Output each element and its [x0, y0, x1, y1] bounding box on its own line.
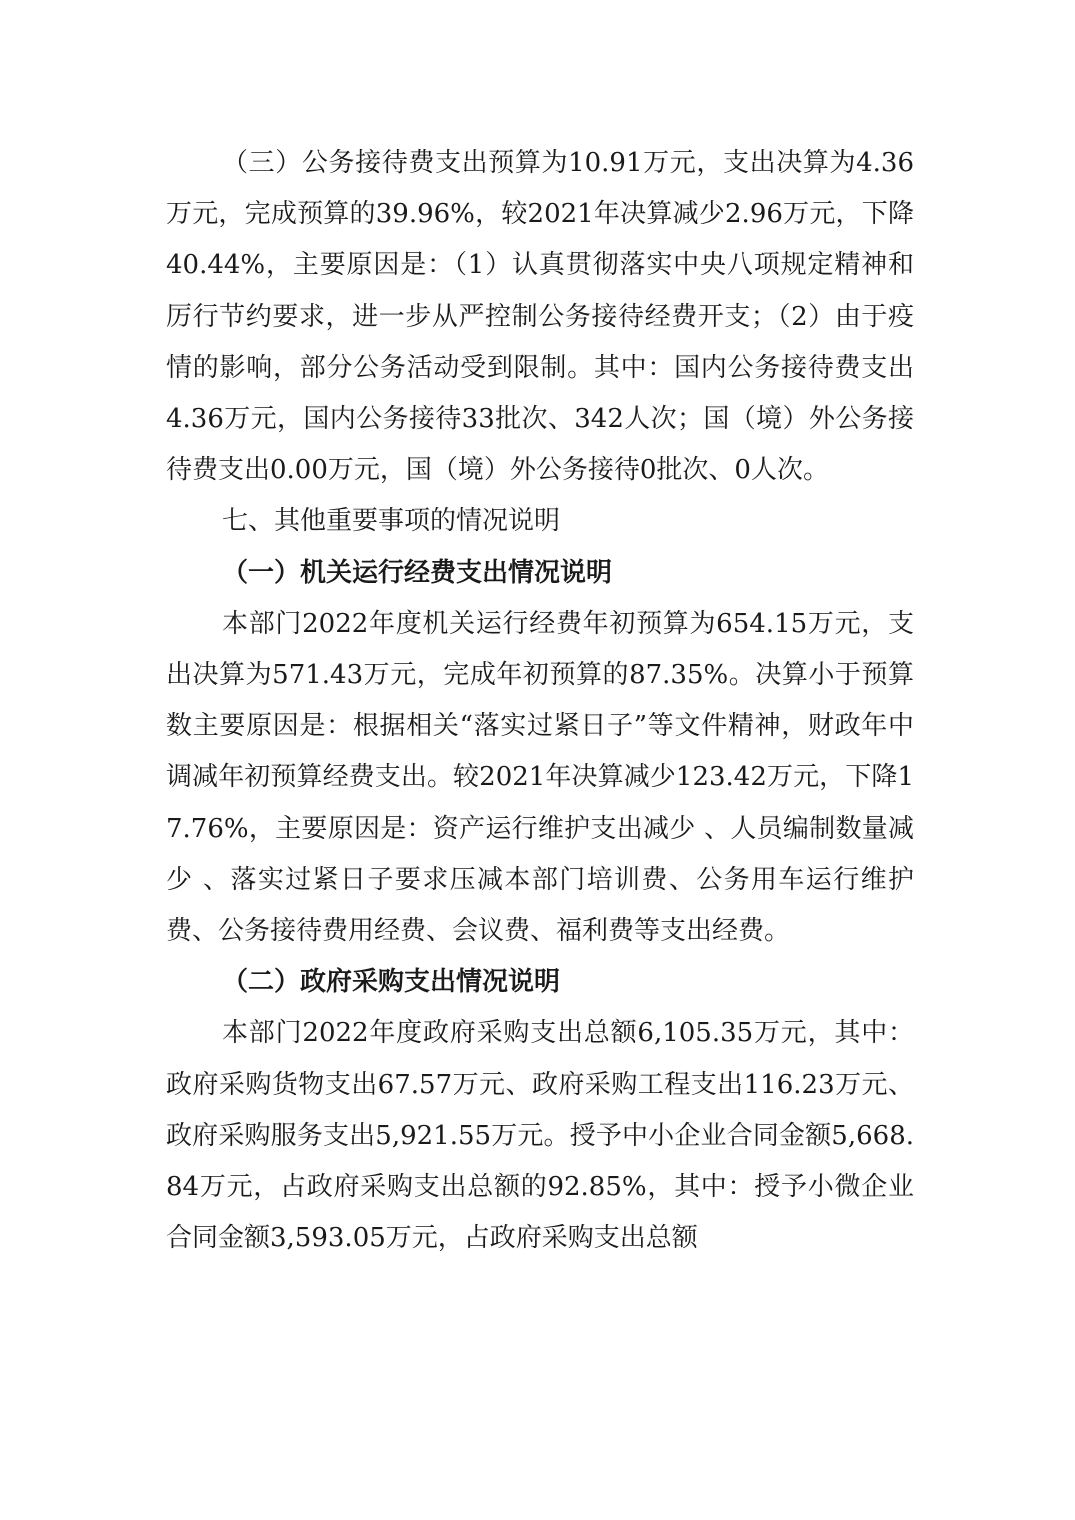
paragraph-operating-expenses: 本部门2022年度机关运行经费年初预算为654.15万元，支出决算为571.43万元，完成年初预算的87.35%。决算小于预算数主要原因是：根据相关“落实过紧日子”等文件精神，财政年中调减年初预算经费支出。较2021年决算减少123.42万元，下降17.76%，主要原因是：资产运行维护支出减少 、人员编制数量减少 、落实过紧日子要求压减本部门培训费、公务用车运行维护费、公务接待费用经费、会议费、福利费等支出经费。: [166, 608, 914, 947]
subheading-operating-expenses: （一）机关运行经费支出情况说明: [222, 557, 613, 588]
paragraph-procurement: 本部门2022年度政府采购支出总额6,105.35万元，其中：政府采购货物支出67.57万元、政府采购工程支出116.23万元、政府采购服务支出5,921.55万元。授予中小企业合同金额5,668.84万元，占政府采购支出总额的92.85%，其中：授予小微企业合同金额3,593.05万元，占政府采购支出总额: [166, 1018, 914, 1254]
document-body: [166, 138, 914, 1264]
subheading-procurement: （二）政府采购支出情况说明: [222, 967, 561, 998]
section-heading-other-matters: 七、其他重要事项的情况说明: [222, 506, 561, 537]
paragraph-reception-expenses: （三）公务接待费支出预算为10.91万元，支出决算为4.36万元，完成预算的39.96%，较2021年决算减少2.96万元，下降40.44%，主要原因是：（1）认真贯彻落实中央八项规定精神和厉行节约要求，进一步从严控制公务接待经费开支；（2）由于疫情的影响，部分公务活动受到限制。其中：国内公务接待费支出4.36万元，国内公务接待33批次、342人次；国（境）外公务接待费支出0.00万元，国（境）外公务接待0批次、0人次。: [166, 148, 914, 486]
